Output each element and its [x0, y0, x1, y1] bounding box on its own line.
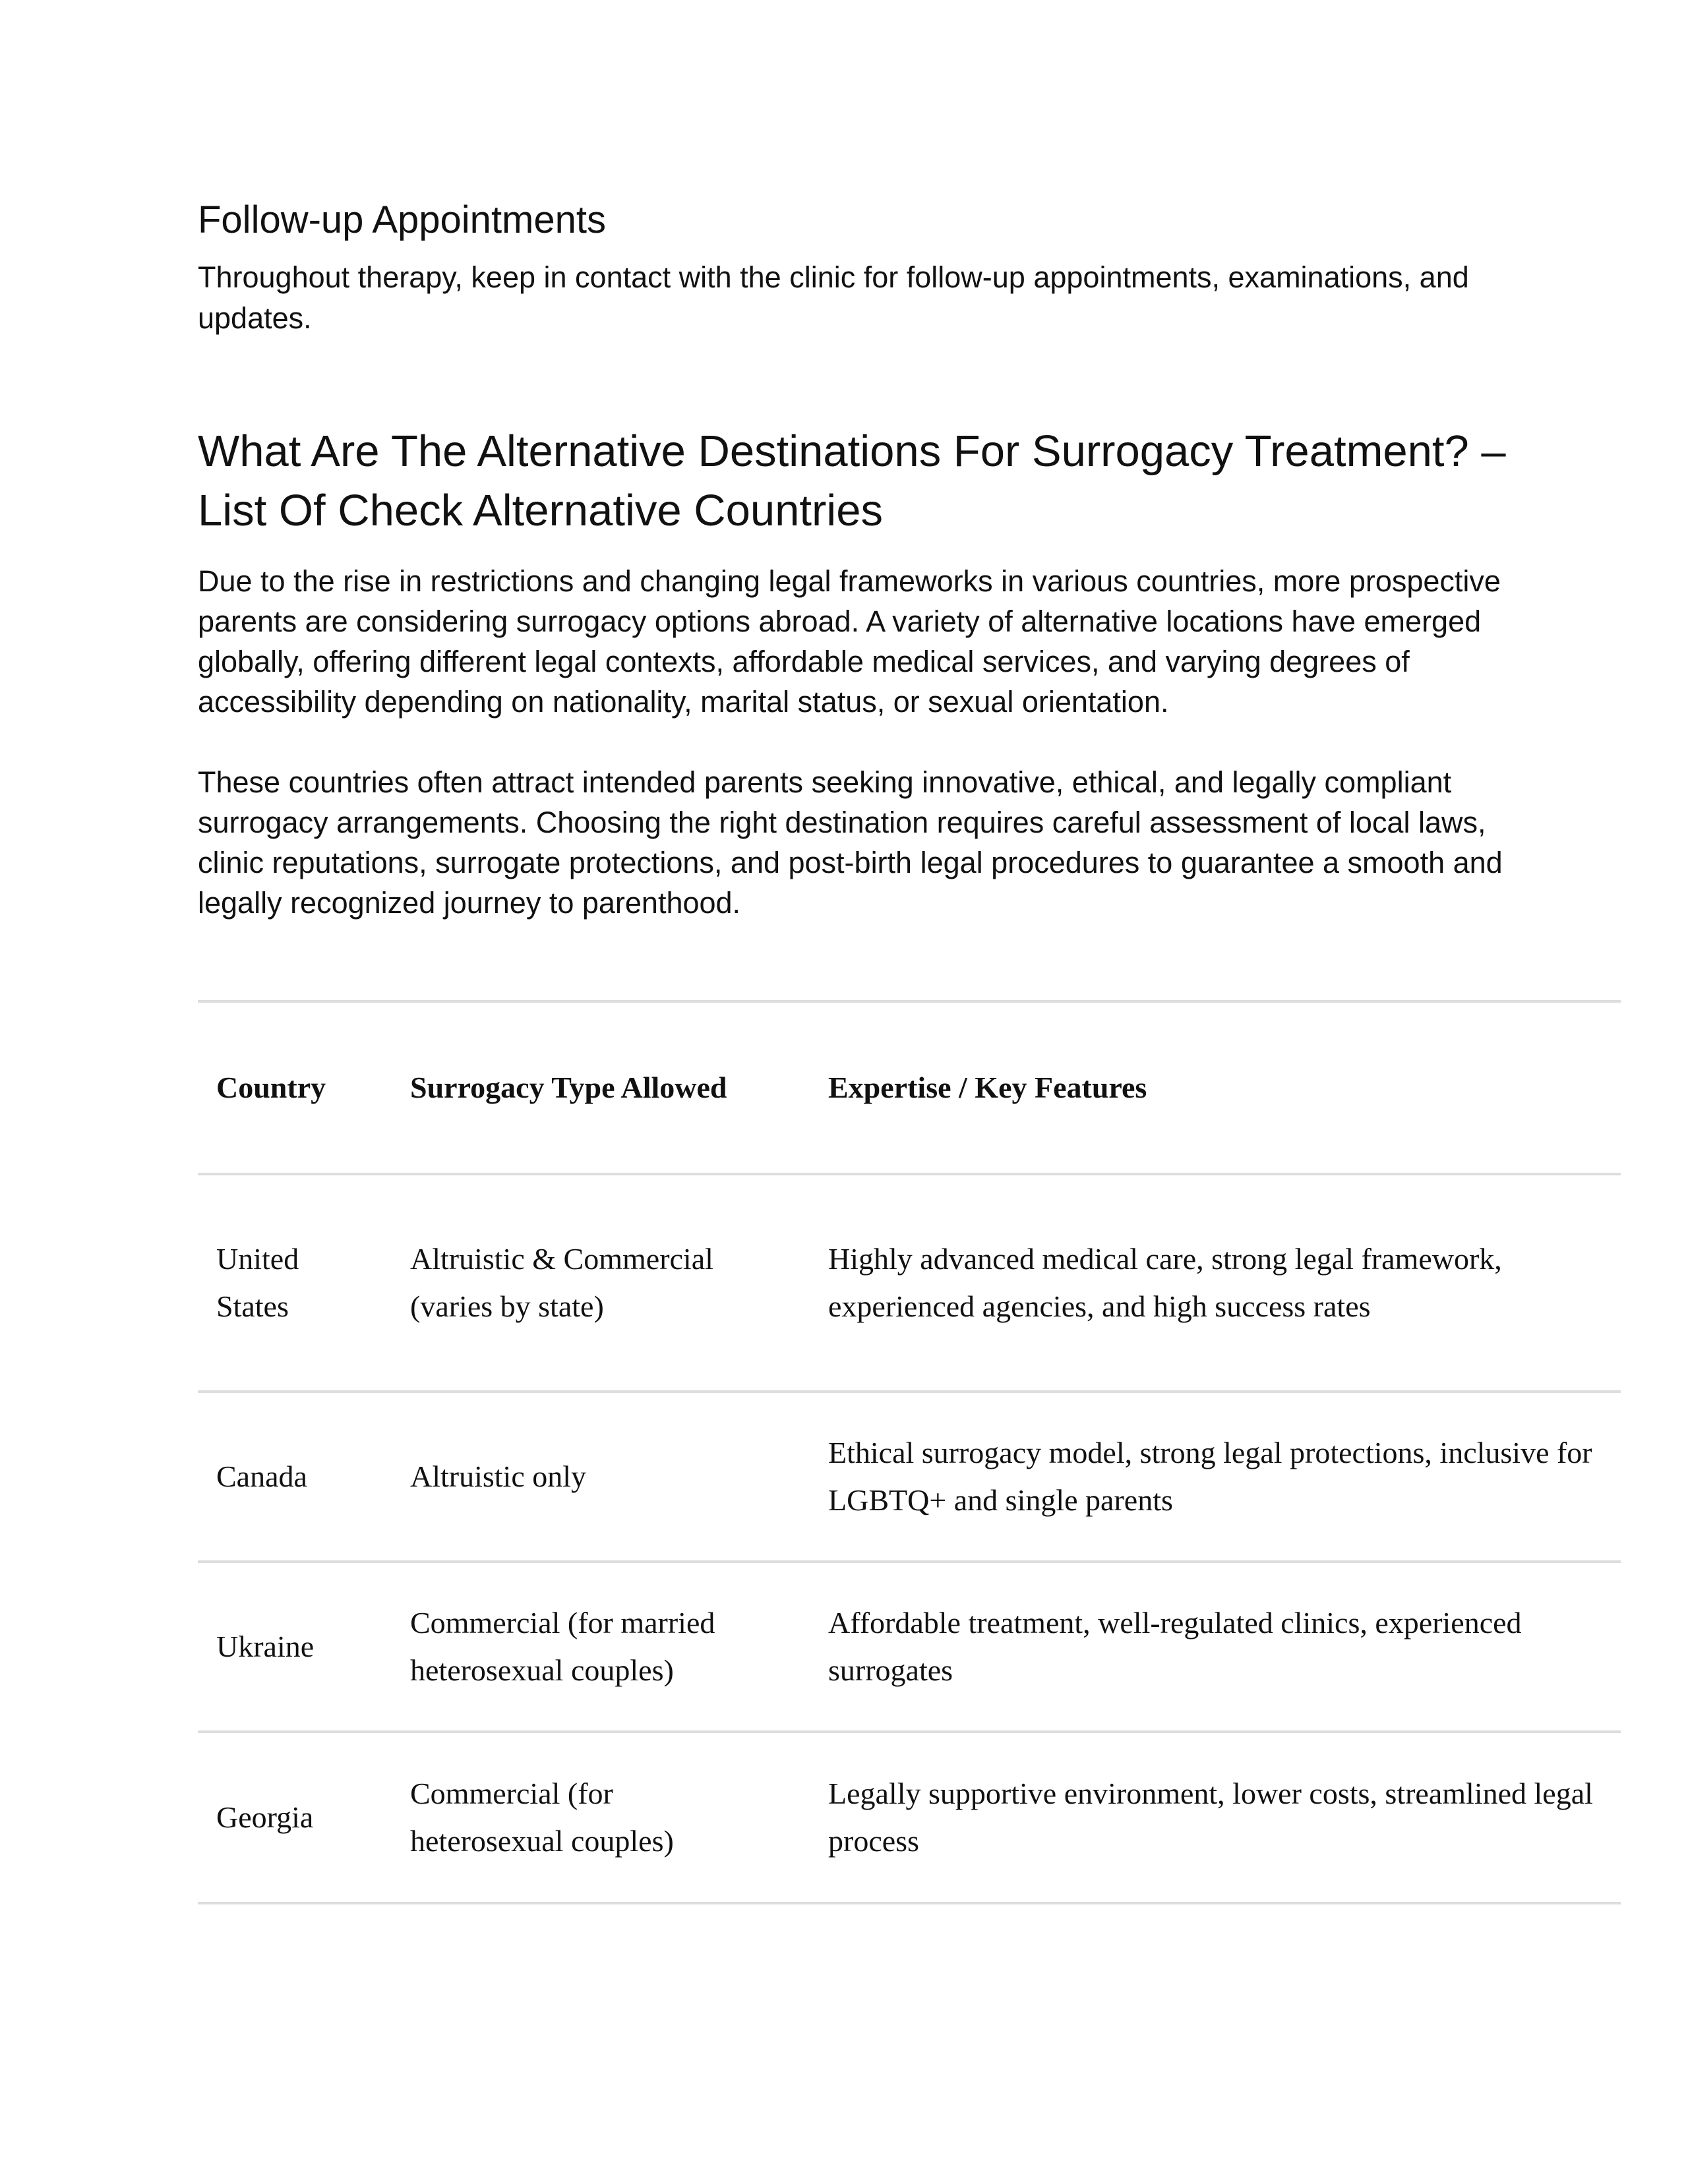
intro-paragraph-2: These countries often attract intended parents seeking innovative, ethical, and legally compliant surrogacy arrangements. Choosing the right destination requires careful assessment of local laws, clinic reputations, surrogate protections, and post-birth legal procedures to guarantee a smooth and legally recognized journey to parenthood. — [198, 765, 1503, 920]
countries-table-container — [198, 1000, 1593, 1904]
alternative-destinations-heading: What Are The Alternative Destinations For Surrogacy Treatment? – List Of Check Alternative Countries — [198, 427, 1506, 535]
cell-country: Canada — [216, 1460, 307, 1493]
cell-country: Ukraine — [216, 1630, 315, 1663]
follow-up-heading: Follow-up Appointments — [198, 198, 606, 241]
cell-surrogacy-type: Commercial (for married heterosexual couples) — [410, 1606, 715, 1687]
cell-surrogacy-type: Commercial (for heterosexual couples) — [410, 1777, 674, 1858]
table-row — [198, 1174, 1621, 1392]
cell-features: Legally supportive environment, lower costs, streamlined legal process — [828, 1777, 1593, 1858]
cell-features: Highly advanced medical care, strong legal framework, experienced agencies, and high success rates — [828, 1242, 1502, 1323]
cell-features: Affordable treatment, well-regulated clinics, experienced surrogates — [828, 1606, 1522, 1687]
cell-surrogacy-type: Altruistic only — [410, 1460, 587, 1493]
cell-country: Georgia — [216, 1800, 314, 1834]
header-surrogacy-type: Surrogacy Type Allowed — [410, 1071, 727, 1104]
cell-country: United States — [216, 1242, 299, 1323]
cell-surrogacy-type: Altruistic & Commercial (varies by state) — [410, 1242, 713, 1323]
table-header — [198, 1001, 1621, 1174]
table-header-row — [198, 1001, 1621, 1174]
header-country: Country — [216, 1071, 326, 1104]
table-row — [198, 1562, 1621, 1732]
countries-table — [198, 1000, 1621, 1904]
intro-paragraph-1: Due to the rise in restrictions and changing legal frameworks in various countries, more prospective parents are considering surrogacy options abroad. A variety of alternative locations have emerged globally, offering different legal contexts, affordable medical services, and varying degrees of accessibility depending on nationality, marital status, or sexual orientation. — [198, 564, 1501, 719]
follow-up-text: Throughout therapy, keep in contact with the clinic for follow-up appointments, examinations, and updates. — [198, 260, 1469, 335]
table-body — [198, 1174, 1621, 1903]
table-row — [198, 1732, 1621, 1903]
header-features: Expertise / Key Features — [828, 1071, 1147, 1104]
table-row — [198, 1392, 1621, 1562]
cell-features: Ethical surrogacy model, strong legal protections, inclusive for LGBTQ+ and single parents — [828, 1436, 1592, 1517]
